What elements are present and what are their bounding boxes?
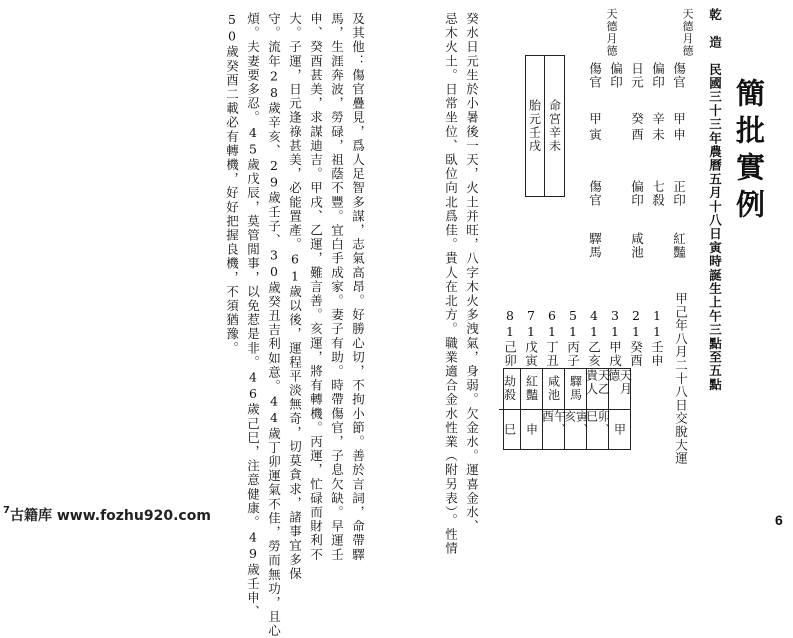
fortune-cycle xyxy=(587,308,600,368)
analysis-line: 守。流年28歲辛亥、29歲壬子、30歲癸丑吉利如意。44歲丁卯運氣不佳，勞而無功，且心 xyxy=(266,12,282,638)
branch-god-day: 偏印 xyxy=(629,180,645,208)
shensha-col xyxy=(606,369,633,449)
shensha-col xyxy=(562,369,589,449)
fortune-cycle xyxy=(629,308,642,368)
fortune-pillar: 甲戌 xyxy=(607,340,623,368)
fortune-cycle xyxy=(566,308,579,368)
shensha-name: 咸池 xyxy=(546,375,561,403)
branch-hour: 寅 xyxy=(587,128,603,142)
fortune-pillar: 癸酉 xyxy=(628,340,644,368)
fortune-age: 51 xyxy=(565,308,581,341)
fortune-cycle xyxy=(503,308,516,368)
shensha-branch: 申 xyxy=(521,409,542,450)
branch-god-month: 七殺 xyxy=(650,180,666,208)
shensha-year: 紅豔 xyxy=(671,232,687,260)
fortune-age: 31 xyxy=(607,308,623,341)
bottom-deity: 天德月德 xyxy=(605,8,618,57)
fortune-pillar: 乙亥 xyxy=(586,340,602,368)
analysis-line: 申、癸酉甚美，求謀迪吉。甲戌、乙運，難言善。亥運，將有轉機。丙運，忙碌而財利不 xyxy=(308,12,324,562)
footer-left-digit: 7 xyxy=(3,505,10,516)
stem-day: 癸 xyxy=(629,112,645,126)
analysis-line: 馬，生涯奔波，勞碌，祖蔭不豐。宜白手成家。妻子有助。時帶傷官，子息欠缺。早運壬 xyxy=(329,12,345,562)
fortune-cycle xyxy=(650,308,663,368)
shensha-name: 天乙貴人 xyxy=(584,369,611,396)
fortune-pillar: 戊寅 xyxy=(523,340,539,368)
branch-god-hour: 傷官 xyxy=(587,180,603,208)
shensha-col xyxy=(521,369,543,449)
shensha-branch: 寅、亥 xyxy=(565,409,586,450)
shensha-name: 驛馬 xyxy=(568,375,583,403)
fortune-pillar: 丁丑 xyxy=(544,340,560,368)
branch-god-year: 正印 xyxy=(671,180,687,208)
section-title: 簡批實例 xyxy=(732,78,766,226)
stem-god-year: 傷官 xyxy=(671,62,687,90)
shensha-branch: 卯、巳 xyxy=(587,409,608,450)
shensha-name: 紅豔 xyxy=(524,375,539,403)
fortune-age: 21 xyxy=(628,308,644,341)
shensha-col xyxy=(584,369,611,449)
stem-month: 辛 xyxy=(650,112,666,126)
fortune-age: 11 xyxy=(649,308,665,341)
ming-gong: 命宮辛未 xyxy=(544,56,564,196)
footer-watermark xyxy=(3,505,211,525)
fortune-cycle xyxy=(608,308,621,368)
tai-yuan: 胎元壬戌 xyxy=(527,99,542,153)
branch-day: 酉 xyxy=(629,128,645,142)
stem-god-hour: 傷官 xyxy=(587,62,603,90)
shensha-day: 咸池 xyxy=(629,232,645,260)
stem-year: 甲 xyxy=(671,112,687,126)
fortune-pillar: 壬申 xyxy=(649,340,665,368)
shensha-hour: 驛馬 xyxy=(587,232,603,260)
fortune-start-note: 甲己年八月二十八日交脫大運 xyxy=(673,292,689,465)
fortune-age: 61 xyxy=(544,308,560,341)
top-deity: 天德月德 xyxy=(681,8,694,57)
branch-month: 未 xyxy=(650,128,666,142)
stem-god-month: 偏印 xyxy=(650,62,666,90)
ming-gong-tai-yuan-box xyxy=(525,55,565,197)
shensha-name: 劫殺 xyxy=(502,375,517,403)
shensha-col xyxy=(540,369,567,449)
fortune-age: 41 xyxy=(586,308,602,341)
fortune-age: 81 xyxy=(502,308,518,341)
fortune-cycle xyxy=(524,308,537,368)
fortune-pillar: 己卯 xyxy=(502,340,518,368)
analysis-line: 及其他：傷官疊見，爲人足智多謀，志氣高昂。好勝心切，不拘小節。善於言詞，命帶驛 xyxy=(350,12,366,562)
analysis-line: 大。子運，日元逢祿甚美，必能置產。61歲以後，運程平淡無奇，切莫貪求，諸事宜多保 xyxy=(287,12,303,581)
fortune-cycle xyxy=(545,308,558,368)
analysis-line: 50歲癸酉二載必有轉機，好好把握良機，不須猶豫。 xyxy=(224,12,240,356)
analysis-line: 煩。夫妻要多忍。45歲戊辰，莫管閒事，以免惹是非。46歲己巳，注意健康。49歲壬申、 xyxy=(245,12,261,620)
birth-header: 乾 造 民國三十三年農曆五月十八日寅時誕生上午三點至五點 xyxy=(707,8,723,392)
site-name: 古籍库 www.fozhu920.com xyxy=(9,508,211,524)
shensha-table xyxy=(503,368,631,450)
shensha-branch: 甲 xyxy=(609,409,630,450)
stem-hour: 甲 xyxy=(587,112,603,126)
analysis-line: 癸水日元生於小暑後一天，火土并旺，八字木火多洩氣，身弱。欠金水。運喜金水、 xyxy=(464,12,480,534)
stem-god-day: 日元 xyxy=(629,62,645,90)
fortune-age: 71 xyxy=(523,308,539,341)
page-number: 6 xyxy=(775,512,783,528)
fortune-pillar: 丙子 xyxy=(565,340,581,368)
analysis-line: 忌木火土。日常坐位、臥位向北爲佳。貴人在北方。職業適合金水性業（附另表）。性情 xyxy=(443,12,459,556)
shensha-col xyxy=(499,369,521,449)
shensha-branch: 午、酉 xyxy=(543,409,564,450)
shensha-name: 天月德 xyxy=(606,369,633,396)
branch-year: 申 xyxy=(671,128,687,142)
shensha-branch: 巳 xyxy=(499,409,520,450)
stem-god-hour-a: 偏印 xyxy=(608,62,624,90)
